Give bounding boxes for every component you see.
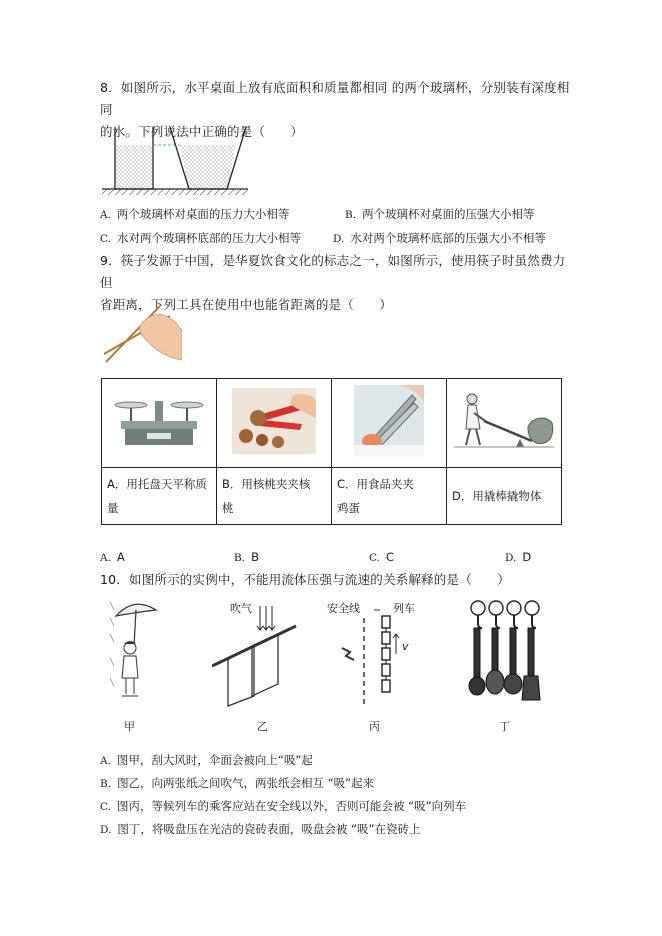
suction-cup-2 bbox=[489, 601, 503, 615]
q8-option-b[interactable]: B. 两个玻璃杯对桌面的压强大小相等 bbox=[345, 207, 535, 221]
fig-label-safety-line: 安全线 bbox=[327, 602, 360, 615]
q8-option-a[interactable]: A. 两个玻璃杯对桌面的压力大小相等 bbox=[100, 207, 290, 221]
q8-two-glasses-figure bbox=[100, 125, 250, 200]
q9-stem-line1: 9．筷子发源于中国，是华夏饮食文化的标志之一，如图所示，使用筷子时虽然费力但 bbox=[100, 253, 566, 290]
fig-label-train: 列车 bbox=[393, 602, 415, 615]
fig-label-blow: 吹气 bbox=[230, 602, 252, 615]
q10-option-a[interactable]: A. 图甲，刮大风时，伞面会被向上“吸”起 bbox=[100, 753, 313, 767]
suction-cup-4 bbox=[525, 601, 539, 615]
ladle-bowl bbox=[469, 677, 485, 695]
q8-stem-line1: 8．如图所示，水平桌面上放有底面积和质量都相同 的两个玻璃杯，分别装有深度相同 bbox=[100, 80, 570, 117]
table-cell-d-caption: D．用撬棒撬物体 bbox=[447, 468, 562, 525]
q10-fig-ding-suction-hooks bbox=[466, 598, 546, 710]
fig-label-bing: 丙 bbox=[369, 720, 380, 733]
girl-body bbox=[122, 656, 138, 678]
crowbar-icon bbox=[454, 391, 554, 451]
spatula bbox=[522, 676, 540, 700]
train-cars bbox=[382, 616, 390, 692]
glass-left-water bbox=[115, 145, 153, 189]
table-hatching bbox=[102, 189, 248, 195]
fig-label-v: v bbox=[402, 640, 409, 653]
q8-option-d[interactable]: D. 水对两个玻璃杯底部的压强大小不相等 bbox=[333, 231, 546, 245]
table-cell-b-image bbox=[217, 379, 332, 468]
table-cell-a-caption: A．用托盘天平称质 量 bbox=[102, 468, 217, 525]
q9-option-b[interactable]: B. B bbox=[234, 550, 259, 564]
fig-label-jia: 甲 bbox=[124, 720, 135, 733]
table-cell-d-image bbox=[447, 379, 562, 468]
q8-stem-line2: 的水。下列说法中正确的是（ ） bbox=[100, 124, 304, 139]
q9-stem-line2: 省距离，下列工具在使用中也能省距离的是（ ） bbox=[100, 297, 393, 312]
table-cell-c-image bbox=[332, 379, 447, 468]
q10-option-d[interactable]: D. 图丁，将吸盘压在光洁的瓷砖表面，吸盘会被 “吸”在瓷砖上 bbox=[100, 822, 421, 836]
q10-fig-yi-paper-sheets bbox=[212, 604, 298, 708]
table-cell-a-image bbox=[102, 379, 217, 468]
hand-shape bbox=[140, 314, 182, 360]
q10-stem: 10．如图所示的实例中，不能用流体压强与流速的关系解释的是（ ） bbox=[100, 572, 511, 587]
q9-option-d[interactable]: D. D bbox=[505, 550, 532, 564]
balance-scale-icon bbox=[111, 391, 207, 451]
q10-fig-bing-platform bbox=[334, 604, 414, 708]
q10-fig-jia-umbrella bbox=[108, 598, 164, 706]
paper-sheet-right bbox=[252, 634, 278, 696]
q10-option-b[interactable]: B. 图乙，向两张纸之间吹气，两张纸会相互 “吸”起来 bbox=[100, 776, 375, 790]
food-tongs-icon bbox=[354, 385, 424, 457]
q10-option-c[interactable]: C. 图丙，等候列车的乘客应站在安全线以外，否则可能会被 “吸”向列车 bbox=[100, 799, 467, 813]
passenger-figure bbox=[342, 648, 354, 660]
q9-tools-table bbox=[101, 378, 562, 525]
suction-cup-1 bbox=[471, 601, 485, 615]
table-cell-c-caption: C．用食品夹夹 鸡蛋 bbox=[332, 468, 447, 525]
q9-chopsticks-hand-figure bbox=[100, 302, 182, 368]
strainer bbox=[504, 674, 522, 694]
glass-right-water bbox=[180, 145, 236, 189]
table-cell-b-caption: B．用核桃夹夹核 桃 bbox=[217, 468, 332, 525]
q9-option-a[interactable]: A. A bbox=[100, 550, 125, 564]
nutcracker-icon bbox=[232, 388, 316, 454]
q9-option-c[interactable]: C. C bbox=[369, 550, 395, 564]
suction-cup-3 bbox=[507, 601, 521, 615]
q8-option-c[interactable]: C. 水对两个玻璃杯底部的压力大小相等 bbox=[100, 231, 301, 245]
fig-label-yi: 乙 bbox=[257, 720, 268, 733]
fig-label-ding: 丁 bbox=[499, 720, 510, 733]
slotted-spoon bbox=[486, 670, 504, 694]
